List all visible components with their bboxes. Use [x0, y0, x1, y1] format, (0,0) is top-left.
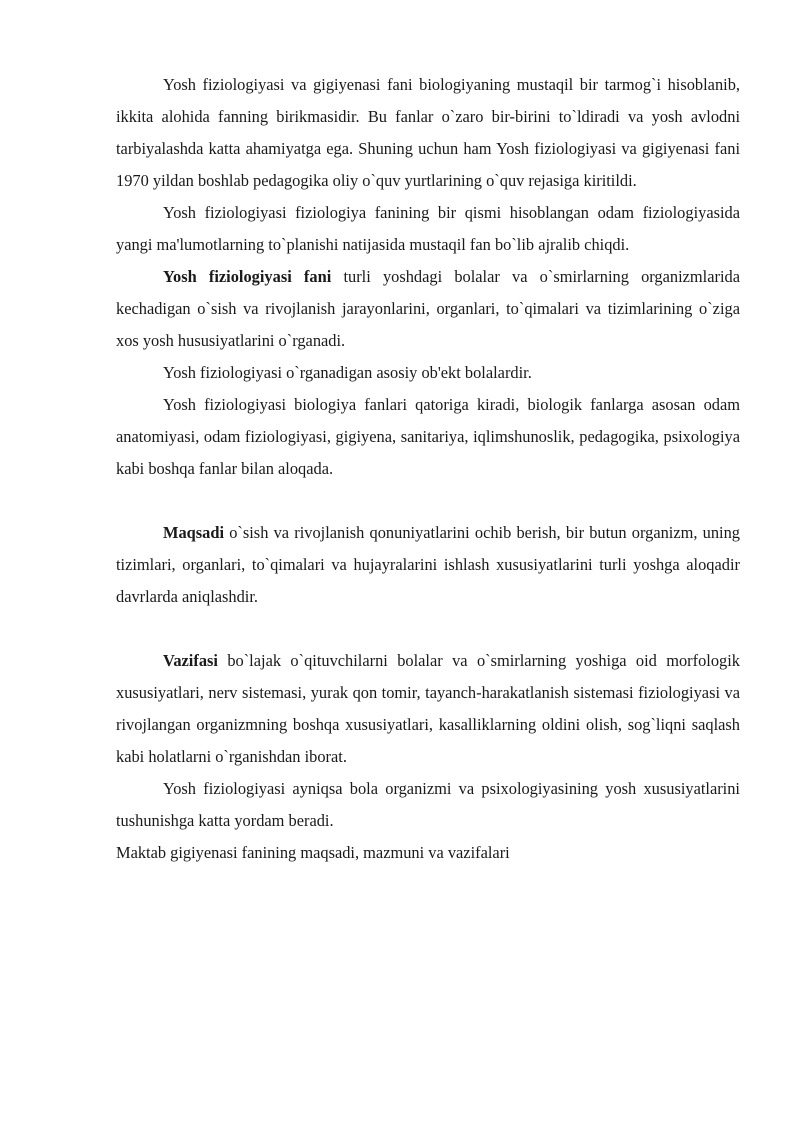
- paragraph-7: [116, 645, 740, 773]
- paragraph-1: [116, 69, 740, 197]
- paragraph-3: [116, 261, 740, 357]
- paragraph-5: [116, 389, 740, 485]
- paragraph-5-text: Yosh fiziologiyasi biologiya fanlari qatoriga kiradi, biologik fanlarga asosan odam anatomiyasi, odam fiziologiyasi, gigiyena, sanitariya, iqlimshunoslik, pedagogika, psixologiya kabi boshqa fanlar bilan aloqada.: [116, 395, 740, 478]
- paragraph-4: [116, 357, 740, 389]
- paragraph-6-text: o`sish va rivojlanish qonuniyatlarini ochib berish, bir butun organizm, uning tizimlari, organlari, to`qimalari va hujayralarini ishlash xususiyatlarini turli yoshga aloqadir davrlarda aniqlashdir.: [116, 523, 740, 606]
- paragraph-2: [116, 197, 740, 261]
- paragraph-4-text: Yosh fiziologiyasi o`rganadigan asosiy ob'ekt bolalardir.: [163, 363, 532, 382]
- paragraph-6: [116, 517, 740, 613]
- paragraph-8-text: Yosh fiziologiyasi ayniqsa bola organizmi va psixologiyasining yosh xususiyatlarini tushunishga katta yordam beradi.: [116, 779, 740, 830]
- section-heading: Maktab gigiyenasi fanining maqsadi, mazmuni va vazifalari: [116, 843, 510, 862]
- paragraph-3-text: turli yoshdagi bolalar va o`smirlarning organizmlarida kechadigan o`sish va rivojlanish jarayonlarini, organlari, to`qimalari va tizimlarining o`ziga xos yosh hususiyatlarini o`rganadi.: [116, 267, 740, 350]
- document-page: [116, 69, 740, 869]
- blank-line: [116, 485, 740, 517]
- paragraph-7-text: bo`lajak o`qituvchilarni bolalar va o`smirlarning yoshiga oid morfologik xususiyatlari, nerv sistemasi, yurak qon tomir, tayanch-harakatlanish sistemasi fiziologiyasi va rivojlangan organizmning boshqa xususiyatlari, kasalliklarning oldini olish, sog`liqni saqlash kabi holatlarni o`rganishdan iborat.: [116, 651, 740, 766]
- blank-line: [116, 613, 740, 645]
- paragraph-2-text: Yosh fiziologiyasi fiziologiya fanining bir qismi hisoblangan odam fiziologiyasida yangi ma'lumotlarning to`planishi natijasida mustaqil fan bo`lib ajralib chiqdi.: [116, 203, 740, 254]
- paragraph-7-term: Vazifasi: [163, 651, 218, 670]
- paragraph-6-term: Maqsadi: [163, 523, 225, 542]
- paragraph-1-text: Yosh fiziologiyasi va gigiyenasi fani biologiyaning mustaqil bir tarmog`i hisoblanib, ikkita alohida fanning birikmasidir. Bu fanlar o`zaro bir-birini to`ldiradi va yosh avlodni tarbiyalashda katta ahamiyatga ega. Shuning uchun ham Yosh fiziologiyasi va gigiyenasi fani 1970 yildan boshlab pedagogika oliy o`quv yurtlarining o`quv rejasiga kiritildi.: [116, 75, 740, 190]
- paragraph-8: [116, 773, 740, 837]
- paragraph-3-term: Yosh fiziologiyasi fani: [163, 267, 332, 286]
